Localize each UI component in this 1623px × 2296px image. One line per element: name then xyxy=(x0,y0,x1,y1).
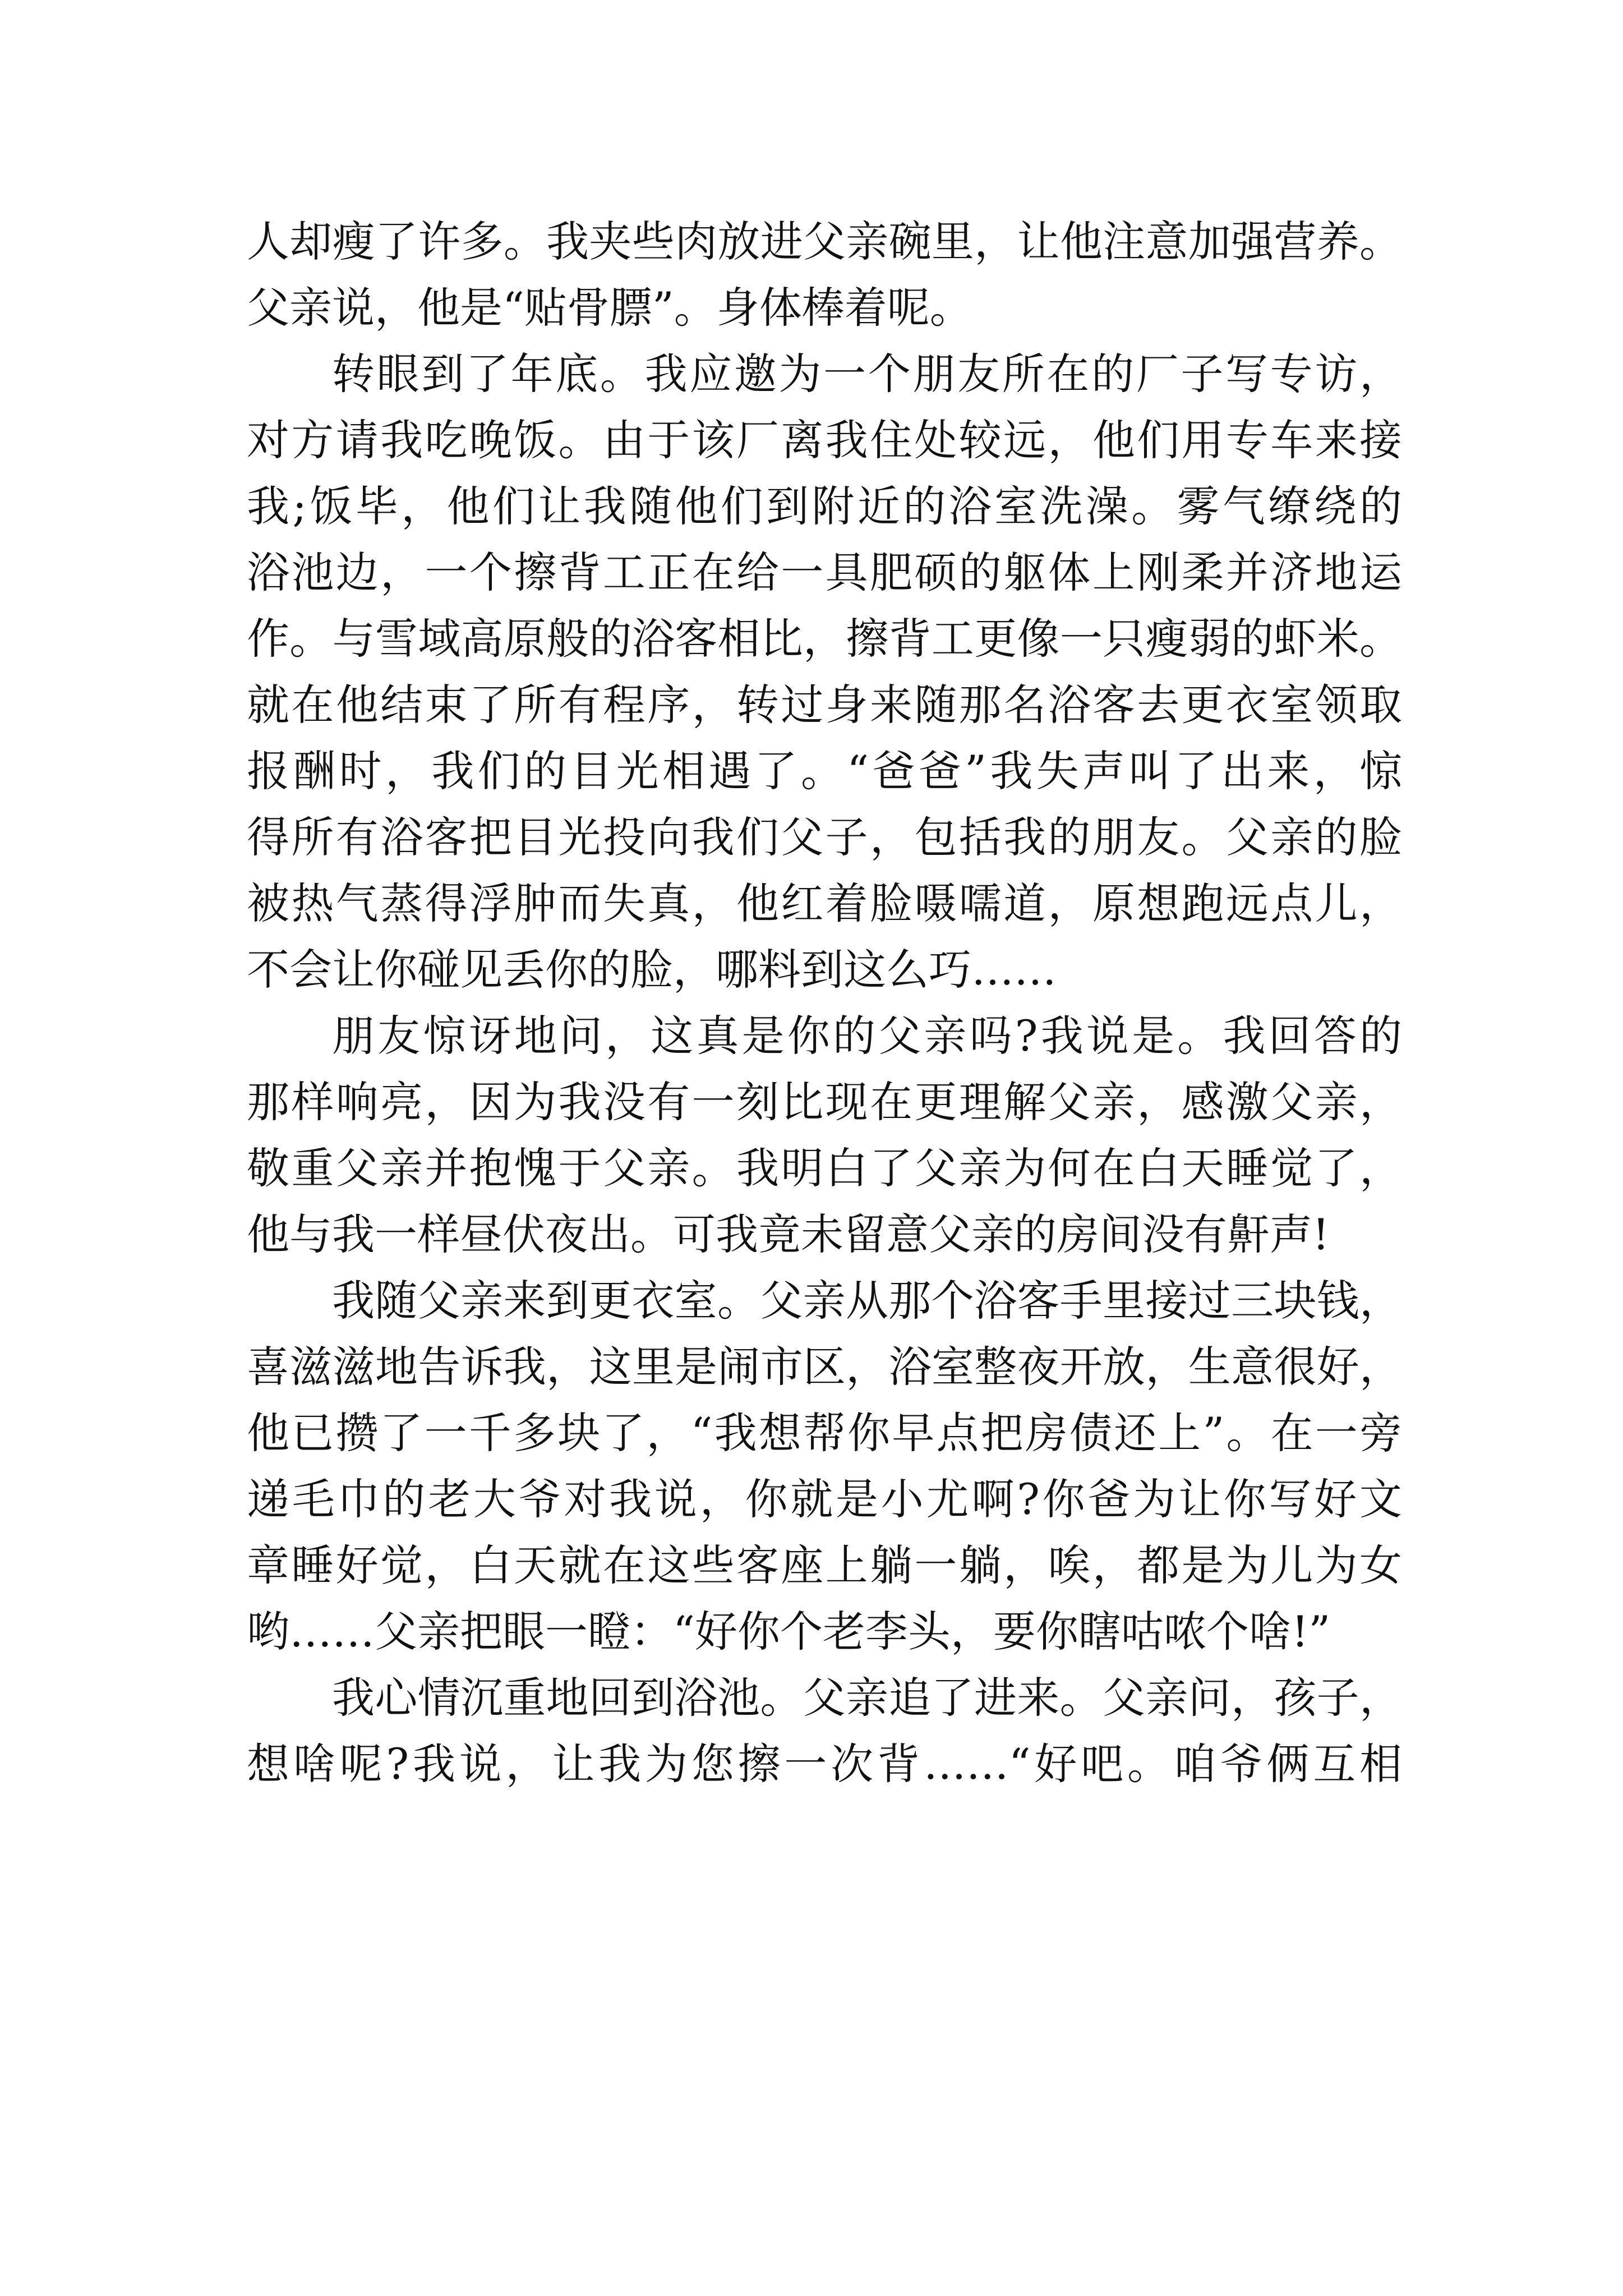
text-line-15: 敬重父亲并抱愧于父亲。我明白了父亲为何在白天睡觉了， xyxy=(247,1143,1402,1193)
text-line-22: 哟……父亲把眼一瞪：“好你个老李头，要你瞎咕哝个啥!” xyxy=(247,1607,1331,1657)
text-line-5: 我;饭毕，他们让我随他们到附近的浴室洗澡。雾气缭绕的 xyxy=(247,481,1402,531)
text-line-6: 浴池边，一个擦背工正在给一具肥硕的躯体上刚柔并济地运 xyxy=(247,547,1402,597)
text-line-1: 人却瘦了许多。我夹些肉放进父亲碗里，让他注意加强营养。 xyxy=(247,217,1402,266)
text-line-17: 我随父亲来到更衣室。父亲从那个浴客手里接过三块钱， xyxy=(332,1276,1402,1326)
text-line-18: 喜滋滋地告诉我，这里是闹市区，浴室整夜开放，生意很好， xyxy=(247,1342,1402,1392)
text-line-9: 报酬时，我们的目光相遇了。“爸爸”我失声叫了出来，惊 xyxy=(247,746,1402,796)
text-line-21: 章睡好觉，白天就在这些客座上躺一躺，唉，都是为儿为女 xyxy=(247,1540,1402,1590)
text-line-13: 朋友惊讶地问，这真是你的父亲吗?我说是。我回答的 xyxy=(332,1011,1402,1061)
text-line-4: 对方请我吃晚饭。由于该厂离我住处较远，他们用专车来接 xyxy=(247,415,1402,465)
text-line-3: 转眼到了年底。我应邀为一个朋友所在的厂子写专访， xyxy=(332,349,1402,399)
text-line-23: 我心情沉重地回到浴池。父亲追了进来。父亲问，孩子， xyxy=(332,1673,1402,1723)
text-line-8: 就在他结束了所有程序，转过身来随那名浴客去更衣室领取 xyxy=(247,680,1402,730)
body-text xyxy=(247,209,1402,1797)
text-line-19: 他已攒了一千多块了，“我想帮你早点把房债还上”。在一旁 xyxy=(247,1408,1402,1458)
text-line-7: 作。与雪域高原般的浴客相比，擦背工更像一只瘦弱的虾米。 xyxy=(247,614,1402,664)
text-line-11: 被热气蒸得浮肿而失真，他红着脸嗫嚅道，原想跑远点儿， xyxy=(247,878,1402,928)
text-line-14: 那样响亮，因为我没有一刻比现在更理解父亲，感激父亲， xyxy=(247,1077,1402,1127)
text-line-10: 得所有浴客把目光投向我们父子，包括我的朋友。父亲的脸 xyxy=(247,812,1402,862)
text-line-20: 递毛巾的老大爷对我说，你就是小尤啊?你爸为让你写好文 xyxy=(247,1474,1402,1524)
text-line-16: 他与我一样昼伏夜出。可我竟未留意父亲的房间没有鼾声! xyxy=(247,1209,1330,1259)
text-line-12: 不会让你碰见丢你的脸，哪料到这么巧…… xyxy=(247,945,1057,995)
text-line-24: 想啥呢?我说，让我为您擦一次背……“好吧。咱爷俩互相 xyxy=(247,1739,1402,1789)
text-line-2: 父亲说，他是“贴骨膘”。身体棒着呢。 xyxy=(247,283,972,333)
